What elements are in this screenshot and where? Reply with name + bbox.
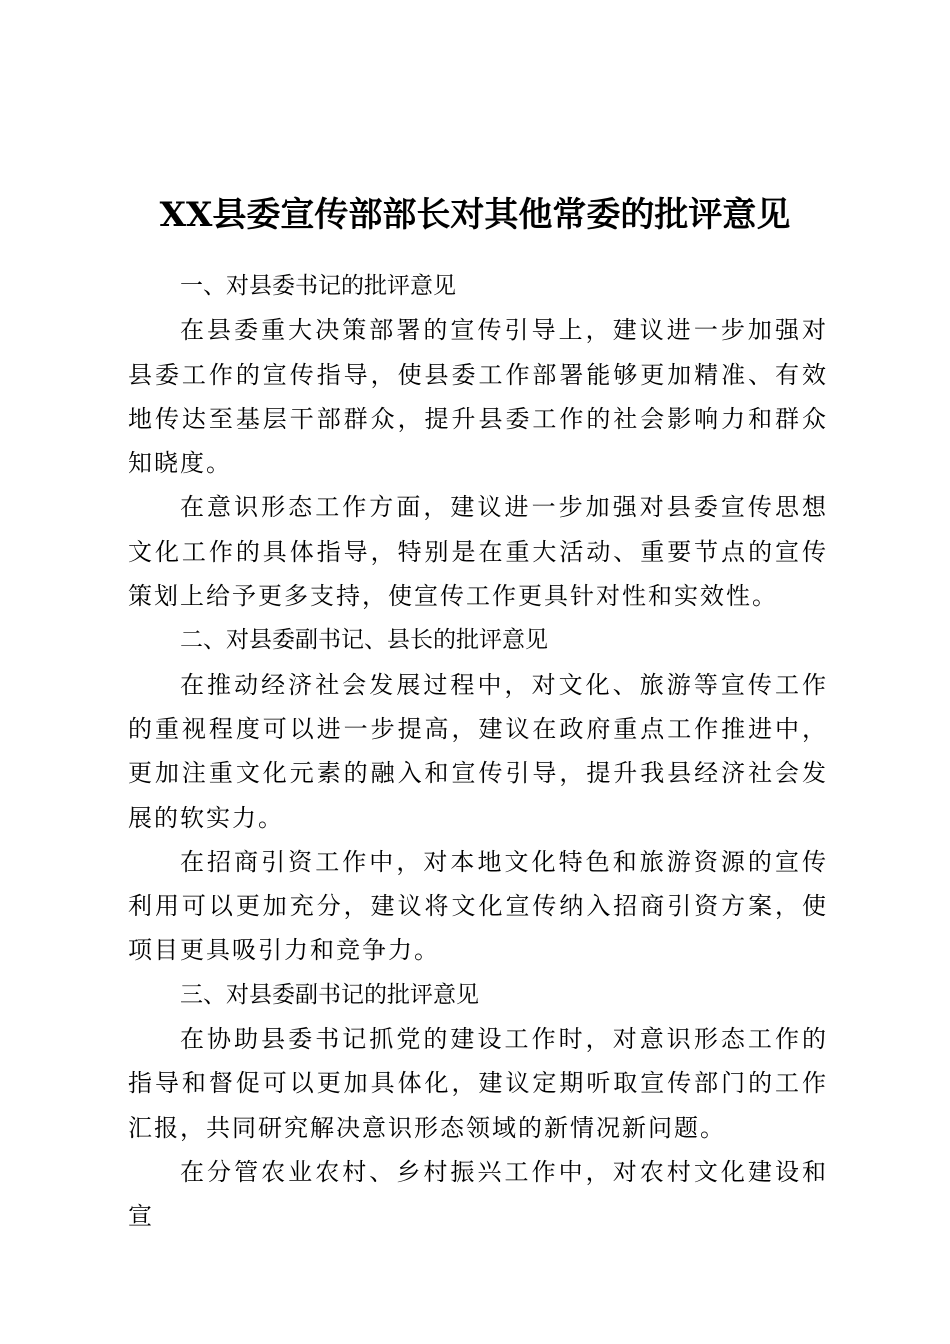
- paragraph: 在意识形态工作方面，建议进一步加强对县委宣传思想文化工作的具体指导，特别是在重大活动、重要节点的宣传策划上给予更多支持，使宣传工作更具针对性和实效性。: [128, 493, 828, 611]
- paragraph: 在协助县委书记抓党的建设工作时，对意识形态工作的指导和督促可以更加具体化，建议定期听取宣传部门的工作汇报，共同研究解决意识形态领域的新情况新问题。: [128, 1025, 828, 1142]
- paragraph: 在分管农业农村、乡村振兴工作中，对农村文化建设和宣: [128, 1157, 828, 1231]
- document-body: [128, 264, 828, 1239]
- paragraph: 在招商引资工作中，对本地文化特色和旅游资源的宣传利用可以更加充分，建议将文化宣传纳入招商引资方案，使项目更具吸引力和竞争力。: [128, 847, 828, 965]
- document-title: XX县委宣传部部长对其他常委的批评意见: [159, 194, 791, 235]
- section-heading-2: 二、对县委副书记、县长的批评意见: [180, 627, 548, 654]
- paragraph: 在县委重大决策部署的宣传引导上，建议进一步加强对县委工作的宣传指导，使县委工作部署能够更加精准、有效地传达至基层干部群众，提升县委工作的社会影响力和群众知晓度。: [128, 316, 828, 478]
- paragraph: 在推动经济社会发展过程中，对文化、旅游等宣传工作的重视程度可以进一步提高，建议在政府重点工作推进中，更加注重文化元素的融入和宣传引导，提升我县经济社会发展的软实力。: [128, 670, 828, 832]
- section-heading-3: 三、对县委副书记的批评意见: [180, 981, 479, 1008]
- section-heading-1: 一、对县委书记的批评意见: [180, 273, 456, 299]
